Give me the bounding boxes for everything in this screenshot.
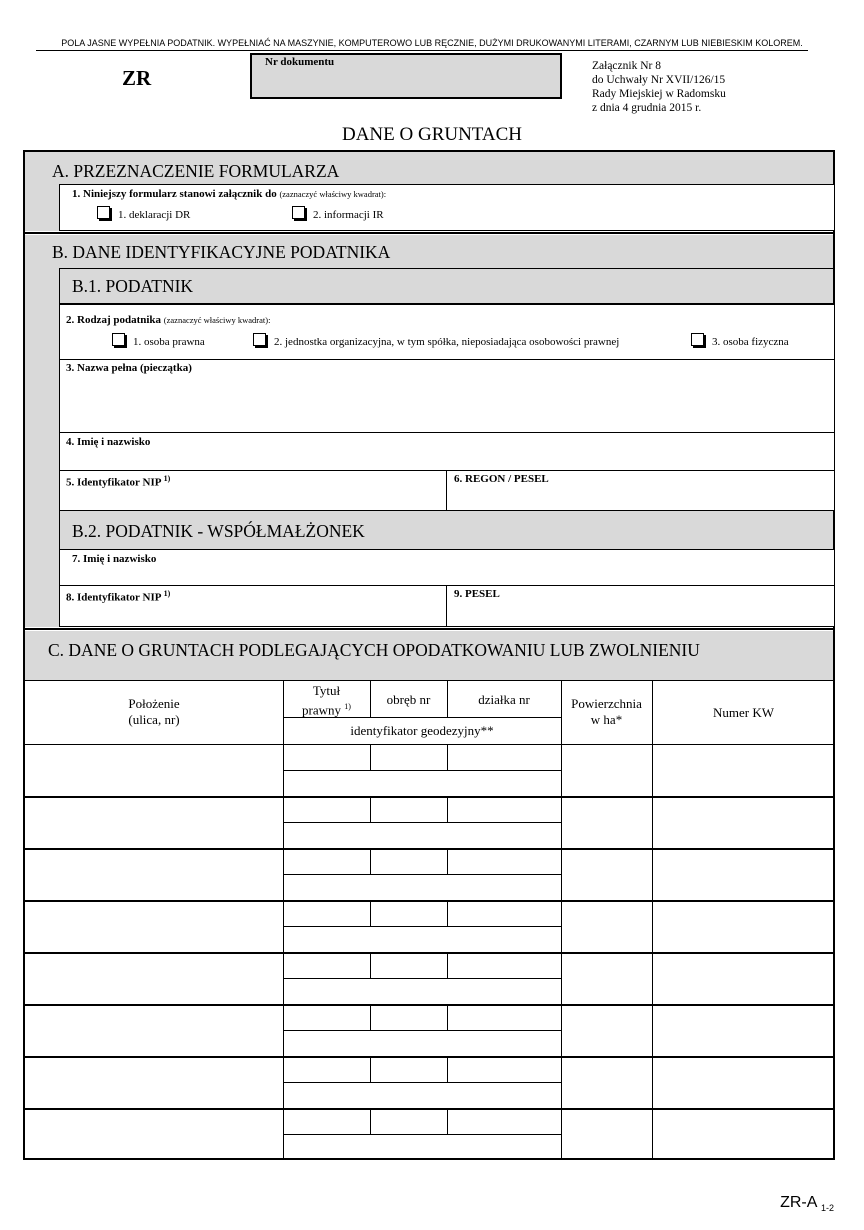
form-instruction: POLA JASNE WYPEŁNIA PODATNIK. WYPEŁNIAĆ NA MASZYNIE, KOMPUTEROWO LUB RĘCZNIE, DUŻYMI DRUKOWANYMI LITERAMI, CZARNYM LUB NIEBIESKIM KOLOREM. [61, 38, 803, 48]
cell-divider [283, 1082, 561, 1083]
checkbox-icon[interactable] [97, 206, 110, 219]
geodetic-id-cell[interactable] [283, 1083, 561, 1109]
option-declaration-dr[interactable] [97, 206, 190, 221]
plot-cell[interactable] [447, 1109, 561, 1135]
col-location-line2: (ulica, nr) [128, 712, 180, 727]
legal-title-cell[interactable] [283, 849, 370, 875]
spouse-nip-label [66, 589, 170, 604]
section-b-title: B. DANE IDENTYFIKACYJNE PODATNIKA [52, 242, 391, 262]
option-legal-person[interactable] [112, 333, 205, 348]
precinct-cell[interactable] [370, 953, 447, 979]
plot-cell[interactable] [447, 953, 561, 979]
area-cell[interactable] [561, 797, 652, 849]
legal-title-cell[interactable] [283, 953, 370, 979]
col-kw-header: Numer KW [712, 705, 774, 720]
spouse-nip-footnote: 1) [163, 589, 171, 598]
legal-title-cell[interactable] [283, 745, 370, 771]
area-cell[interactable] [561, 1005, 652, 1057]
plot-cell[interactable] [447, 797, 561, 823]
cell-divider [283, 770, 561, 771]
option-legal-person-label: 1. osoba prawna [133, 336, 205, 348]
legal-title-cell[interactable] [283, 1109, 370, 1135]
annex-line: do Uchwały Nr XVII/126/15 [592, 74, 726, 86]
cell-divider [370, 849, 371, 874]
document-number-label: Nr dokumentu [265, 56, 335, 68]
cell-divider [283, 978, 561, 979]
cell-divider [283, 822, 561, 823]
b2-title: B.2. PODATNIK - WSPÓŁMAŁŻONEK [72, 521, 365, 541]
col-precinct-header: obręb nr [386, 692, 431, 707]
col-geodetic-header: identyfikator geodezyjny** [350, 723, 494, 738]
location-cell[interactable] [25, 745, 283, 797]
col-location-header [25, 696, 283, 728]
b1-title: B.1. PODATNIK [72, 276, 194, 296]
cell-divider [447, 797, 448, 822]
col-legal-title-line1: Tytuł [312, 683, 341, 698]
cell-divider [447, 849, 448, 874]
legal-title-cell[interactable] [283, 901, 370, 927]
col-legal-title-header [283, 683, 370, 718]
footer-page: 1-2 [820, 1203, 834, 1214]
checkbox-icon[interactable] [112, 333, 125, 346]
checkbox-icon[interactable] [292, 206, 305, 219]
area-cell[interactable] [561, 849, 652, 901]
option-natural-person[interactable] [691, 333, 789, 348]
col-plot-header: działka nr [478, 692, 530, 707]
precinct-cell[interactable] [370, 1057, 447, 1083]
spouse-name-label: 7. Imię i nazwisko [72, 553, 157, 565]
location-cell[interactable] [25, 901, 283, 953]
area-cell[interactable] [561, 901, 652, 953]
kw-number-cell[interactable] [652, 1109, 835, 1161]
header-divider [36, 50, 808, 51]
annex-line: z dnia 4 grudnia 2015 r. [592, 102, 702, 114]
location-cell[interactable] [25, 849, 283, 901]
plot-cell[interactable] [447, 901, 561, 927]
geodetic-id-cell[interactable] [283, 1135, 561, 1161]
spouse-name-field[interactable] [59, 549, 835, 586]
plot-cell[interactable] [447, 1057, 561, 1083]
option-organizational-unit[interactable] [253, 333, 619, 348]
page-footer [780, 1194, 834, 1213]
precinct-cell[interactable] [370, 1109, 447, 1135]
kw-number-cell[interactable] [652, 797, 835, 849]
legal-title-cell[interactable] [283, 1057, 370, 1083]
q2-label [66, 314, 270, 326]
column-divider [447, 680, 448, 717]
area-cell[interactable] [561, 745, 652, 797]
cell-divider [447, 1109, 448, 1134]
page-title: DANE O GRUNTACH [341, 124, 523, 145]
col-location-line1: Położenie [128, 696, 180, 711]
spouse-nip-label-text: 8. Identyfikator NIP [66, 591, 161, 604]
legal-title-cell[interactable] [283, 1005, 370, 1031]
cell-divider [283, 926, 561, 927]
precinct-cell[interactable] [370, 797, 447, 823]
spouse-pesel-label: 9. PESEL [454, 588, 500, 600]
nip-label-text: 5. Identyfikator NIP [66, 476, 161, 489]
col-area-line1: Powierzchnia [571, 696, 642, 711]
nip-label [66, 474, 170, 489]
footer-code: ZR-A [780, 1194, 817, 1211]
cell-divider [447, 1005, 448, 1030]
precinct-cell[interactable] [370, 745, 447, 771]
first-last-name-label: 4. Imię i nazwisko [66, 436, 151, 448]
section-divider [25, 232, 835, 234]
form-code: ZR [122, 66, 152, 90]
section-divider [25, 628, 835, 630]
area-cell[interactable] [561, 953, 652, 1005]
geodetic-id-cell[interactable] [283, 771, 561, 797]
geodetic-id-cell[interactable] [283, 875, 561, 901]
cell-divider [370, 1005, 371, 1030]
q2-field [59, 304, 835, 360]
cell-divider [370, 797, 371, 822]
cell-divider [370, 953, 371, 978]
geodetic-id-cell[interactable] [283, 823, 561, 849]
kw-number-cell[interactable] [652, 1057, 835, 1109]
col-legal-title-line2-text: prawny [302, 702, 342, 718]
regon-pesel-label: 6. REGON / PESEL [454, 473, 549, 485]
kw-number-cell[interactable] [652, 745, 835, 797]
option-declaration-dr-label: 1. deklaracji DR [118, 209, 191, 221]
geodetic-id-cell[interactable] [283, 1031, 561, 1057]
cell-divider [447, 901, 448, 926]
section-a-title: A. PRZEZNACZENIE FORMULARZA [52, 161, 340, 181]
legal-title-cell[interactable] [283, 797, 370, 823]
table-top-border [25, 680, 835, 681]
annex-line: Rady Miejskiej w Radomsku [592, 88, 726, 100]
section-c-title: C. DANE O GRUNTACH PODLEGAJĄCYCH OPODATKOWANIU LUB ZWOLNIENIU [48, 640, 700, 660]
area-cell[interactable] [561, 1109, 652, 1161]
kw-number-cell[interactable] [652, 901, 835, 953]
area-cell[interactable] [561, 1057, 652, 1109]
cell-divider [283, 874, 561, 875]
cell-divider [370, 745, 371, 770]
checkbox-icon[interactable] [691, 333, 704, 346]
cell-divider [447, 745, 448, 770]
cell-divider [370, 1057, 371, 1082]
q1-label [72, 188, 386, 200]
location-cell[interactable] [25, 953, 283, 1005]
col-area-header [561, 696, 652, 728]
col-area-line2: w ha* [590, 712, 623, 727]
location-cell[interactable] [25, 1109, 283, 1161]
option-organizational-unit-label: 2. jednostka organizacyjna, w tym spółka, nieposiadająca osobowości prawnej [274, 336, 620, 348]
cell-divider [283, 1134, 561, 1135]
location-cell[interactable] [25, 797, 283, 849]
option-information-ir-label: 2. informacji IR [313, 209, 384, 221]
precinct-cell[interactable] [370, 849, 447, 875]
checkbox-icon[interactable] [253, 333, 266, 346]
q2-label-text: 2. Rodzaj podatnika [66, 314, 162, 326]
annex-reference [592, 59, 726, 115]
location-cell[interactable] [25, 1005, 283, 1057]
precinct-cell[interactable] [370, 1005, 447, 1031]
col-legal-title-footnote: 1) [344, 702, 351, 711]
annex-line: Załącznik Nr 8 [592, 60, 661, 72]
cell-divider [283, 1030, 561, 1031]
q2-hint: (zaznaczyć właściwy kwadrat): [163, 315, 271, 325]
q1-hint: (zaznaczyć właściwy kwadrat): [279, 189, 387, 199]
col-legal-title-line2 [283, 699, 370, 718]
geodetic-id-cell[interactable] [283, 927, 561, 953]
nip-footnote: 1) [163, 474, 171, 483]
option-natural-person-label: 3. osoba fizyczna [712, 336, 789, 348]
cell-divider [447, 1057, 448, 1082]
geodetic-id-cell[interactable] [283, 979, 561, 1005]
location-cell[interactable] [25, 1057, 283, 1109]
q1-label-text: 1. Niniejszy formularz stanowi załącznik do [72, 188, 277, 200]
spouse-pesel-field[interactable] [446, 585, 835, 627]
plot-cell[interactable] [447, 849, 561, 875]
cell-divider [370, 1109, 371, 1134]
option-information-ir[interactable] [292, 206, 384, 221]
plot-cell[interactable] [447, 745, 561, 771]
kw-number-cell[interactable] [652, 849, 835, 901]
cell-divider [370, 901, 371, 926]
kw-number-cell[interactable] [652, 953, 835, 1005]
full-name-label: 3. Nazwa pełna (pieczątka) [66, 362, 192, 374]
precinct-cell[interactable] [370, 901, 447, 927]
first-last-name-field[interactable] [59, 432, 835, 471]
column-divider [370, 680, 371, 717]
kw-number-cell[interactable] [652, 1005, 835, 1057]
cell-divider [447, 953, 448, 978]
plot-cell[interactable] [447, 1005, 561, 1031]
header-subline [283, 717, 561, 718]
